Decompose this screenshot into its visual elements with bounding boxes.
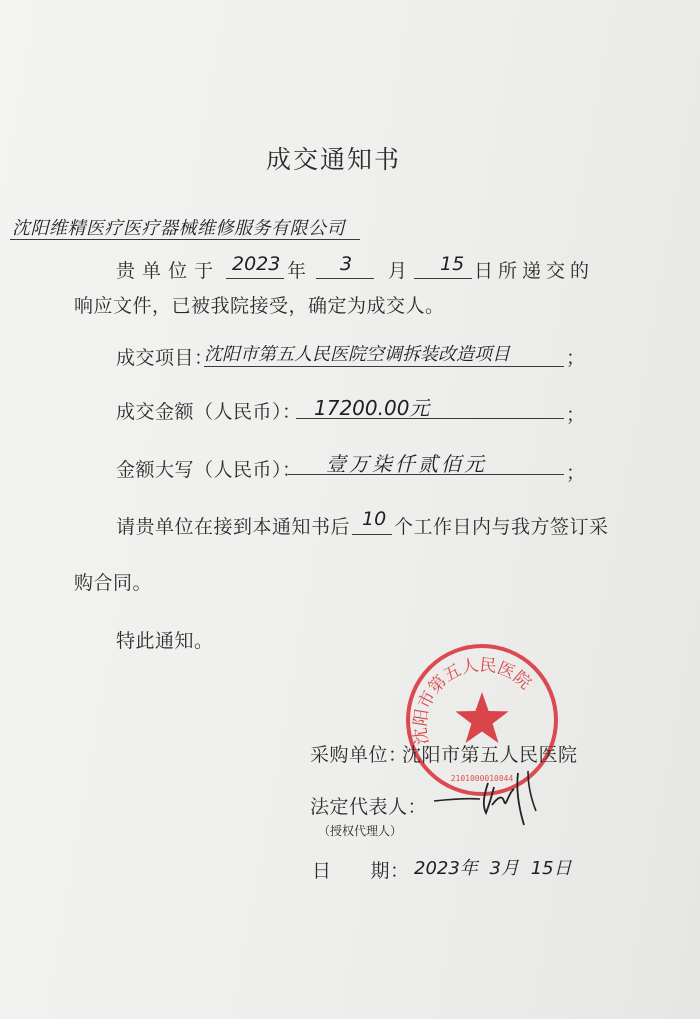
amount-words-value: 壹万柒仟贰佰元	[326, 452, 487, 476]
amount-underline	[296, 418, 564, 419]
days-underline	[352, 534, 392, 535]
month-unit: 月	[388, 260, 408, 282]
amount-value: 17200.00元	[314, 396, 430, 420]
year-unit: 年	[287, 260, 307, 282]
submission-month: 3	[340, 253, 353, 275]
purchaser-label: 采购单位：	[310, 744, 408, 766]
para1-prefix: 贵 单 位 于	[116, 260, 214, 282]
closing-text: 特此通知。	[116, 630, 214, 652]
recipient-company: 沈阳维精医疗医疗器械维修服务有限公司	[12, 218, 345, 239]
project-label: 成交项目：	[116, 347, 214, 369]
amount-words-label: 金额大写（人民币）：	[116, 459, 302, 481]
seal-number: 2101000010044	[450, 774, 514, 783]
para1-day-suffix: 日所递交的	[474, 260, 595, 282]
document-title: 成交通知书	[266, 145, 402, 174]
day-underline	[414, 278, 472, 279]
legal-rep-label: 法定代表人：	[310, 796, 428, 818]
project-end: ；	[566, 347, 586, 369]
seal-text: 沈阳市第五人民医院	[410, 655, 535, 747]
amount-end: ；	[566, 404, 586, 426]
submission-year: 2023	[232, 253, 281, 275]
project-underline	[204, 366, 564, 367]
para2-suffix: 个工作日内与我方签订采	[394, 516, 609, 538]
amount-label: 成交金额（人民币）：	[116, 401, 302, 423]
date-value: 2023年 3月 15日	[414, 858, 572, 879]
purchaser-name: 沈阳市第五人民医院	[402, 744, 578, 766]
year-underline	[226, 278, 284, 279]
amount-words-end: ；	[566, 462, 586, 484]
legal-rep-note: （授权代理人）	[318, 824, 403, 838]
date-label: 日 期：	[312, 860, 410, 882]
amount-words-underline	[288, 474, 564, 475]
month-underline	[316, 278, 374, 279]
contract-days: 10	[362, 508, 387, 530]
para2-line2: 购合同。	[74, 572, 153, 594]
recipient-underline	[10, 239, 360, 240]
project-value: 沈阳市第五人民医院空调拆装改造项目	[204, 344, 510, 365]
para1-line2: 响应文件，已被我院接受，确定为成交人。	[74, 295, 445, 317]
signature	[432, 765, 552, 835]
para2-prefix: 请贵单位在接到本通知书后	[116, 516, 351, 538]
submission-day: 15	[440, 253, 465, 275]
